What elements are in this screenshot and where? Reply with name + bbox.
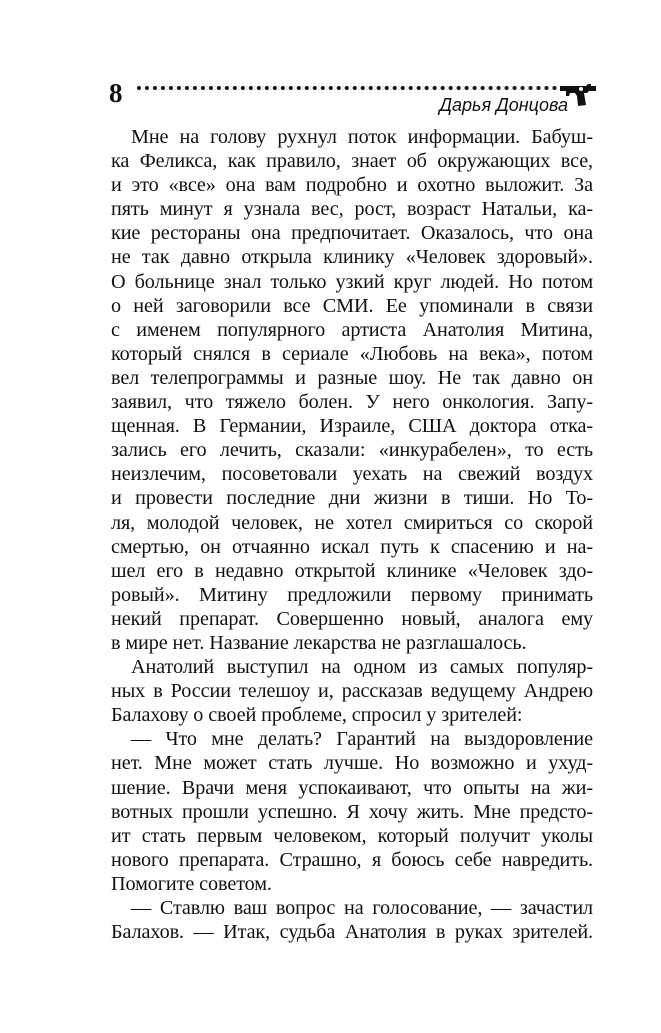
text-line: Анатолий выступил на одном из самых популяр- [131,656,593,679]
text-line: шение. Врачи меня успокаивают, что опыты на жи- [111,776,593,799]
page-number: 8 [109,78,123,108]
text-line: который снялся в сериале «Любовь на века», потом [111,342,593,365]
text-line: ка Феликса, как правило, знает об окружающих все, [111,150,593,173]
text-line: ных в России телешоу и, рассказав ведущему Андрею [111,680,593,703]
body-text [111,125,593,944]
revolver-icon [558,80,598,108]
text-line: — Что мне делать? Гарантий на выздоровление [131,728,593,751]
text-line: некий препарат. Совершенно новый, аналога ему [111,607,593,630]
text-line: Мне на голову рухнул поток информации. Бабуш- [131,126,593,148]
text-line: Балахов. — Итак, судьба Анатолия в руках зрителей. [111,921,593,944]
text-line: зались его лечить, сказали: «инкурабелен», то есть [111,439,593,462]
text-line: вотных прошли успешно. Я хочу жить. Мне предсто- [111,800,593,823]
text-line: о ней заговорили все СМИ. Ее упоминали в связи [111,294,593,317]
running-header-author: Дарья Донцова [439,95,568,115]
text-line: смертью, он отчаянно искал путь к спасению и на- [111,535,593,558]
text-line: пять минут я узнала вес, рост, возраст Натальи, ка- [111,198,593,221]
text-line: — Ставлю ваш вопрос на голосование, — зачастил [131,897,593,919]
text-line: Помогите советом. [111,872,272,895]
text-line: в мире нет. Название лекарства не разглашалось. [111,631,527,654]
text-line: вел телепрограммы и разные шоу. Не так давно он [111,366,593,389]
text-line: нет. Мне может стать лучше. Но возможно и ухуд- [111,752,593,775]
text-line: О больнице знал только узкий круг людей. Но потом [111,270,593,293]
text-line: заявил, что тяжело болен. У него онкология. Запу- [111,391,593,414]
text-line: и провести последние дни жизни в тиши. Но То- [111,487,593,510]
text-line: с именем популярного артиста Анатолия Митина, [111,318,593,341]
text-line: кие рестораны она предпочитает. Оказалось, что она [111,222,593,245]
text-line: ля, молодой человек, не хотел смириться со скорой [111,511,593,534]
text-line: шел его в недавно открытой клинике «Человек здо- [111,559,593,582]
text-line: ит стать первым человеком, который получит уколы [111,824,593,847]
header-dotted-rule [137,86,565,90]
text-line: нового препарата. Страшно, я боюсь себе навредить. [111,848,593,871]
text-line: Балахову о своей проблеме, спросил у зрителей: [111,704,523,727]
text-line: и это «все» она вам подробно и охотно выложит. За [111,174,593,197]
text-line: неизлечим, посоветовали уехать на свежий воздух [111,463,593,486]
text-line: щенная. В Германии, Израиле, США доктора отка- [111,415,593,438]
text-line: ровый». Митину предложили первому принимать [111,583,593,606]
text-line: не так давно открыла клинику «Человек здоровый». [111,246,593,269]
